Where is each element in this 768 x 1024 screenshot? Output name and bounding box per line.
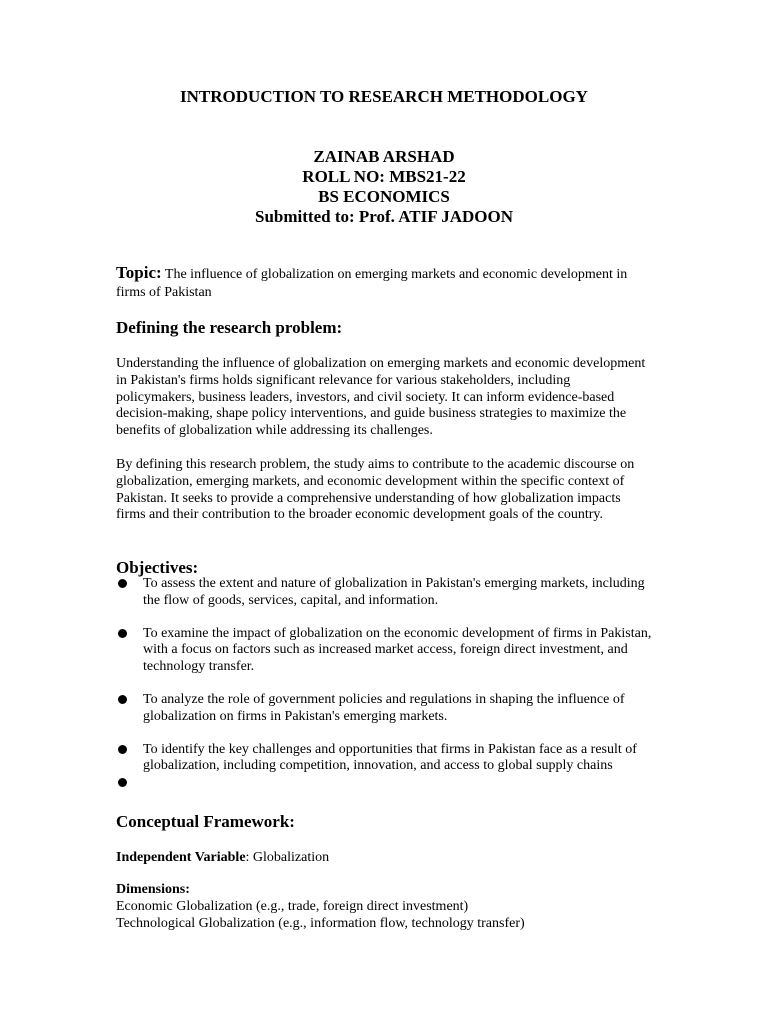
author-name: ZAINAB ARSHAD: [313, 147, 455, 166]
objective-text: To analyze the role of government policies and regulations in shaping the influence of globalization on firms in Pakistan's emerging markets.: [143, 691, 625, 724]
bullet-icon: [118, 778, 127, 787]
objective-text: To assess the extent and nature of globalization in Pakistan's emerging markets, including the flow of goods, services, capital, and information.: [143, 576, 645, 608]
roll-number: ROLL NO: MBS21-22: [302, 167, 466, 186]
program-name: BS ECONOMICS: [318, 187, 450, 206]
bullet-icon: [118, 695, 127, 704]
independent-variable-value: : Globalization: [245, 850, 330, 865]
bullet-icon: [118, 629, 127, 638]
list-item: [116, 576, 656, 610]
topic-text: The influence of globalization on emerging markets and economic development in firms of Pakistan: [116, 267, 628, 300]
research-problem-paragraph-1: Understanding the influence of globalization on emerging markets and economic development in Pakistan's firms holds significant relevance for various stakeholders, including policymakers, business leaders, investors, and civil society. It can inform evidence-based decision-making, shape policy interventions, and guide business strategies to maximize the benefits of globalization while addressing its challenges.: [116, 356, 646, 439]
document-title: INTRODUCTION TO RESEARCH METHODOLOGY: [180, 87, 588, 106]
dimension-item: Economic Globalization (e.g., trade, foreign direct investment): [116, 899, 469, 914]
list-item: [116, 775, 656, 787]
objectives-heading: Objectives:: [116, 558, 199, 577]
dimensions-label: Dimensions:: [116, 882, 190, 897]
topic-label: Topic:: [116, 263, 162, 282]
dimensions-label-line: [116, 881, 676, 898]
independent-variable-line: [116, 849, 676, 866]
list-item: [116, 692, 656, 726]
objective-text: To identify the key challenges and opportunities that firms in Pakistan face as a result of globalization, including competition, innovation, and access to global supply chains: [143, 741, 637, 774]
research-problem-heading: Defining the research problem:: [116, 318, 343, 337]
list-item: [116, 742, 656, 776]
author-block: [0, 147, 768, 227]
independent-variable-label: Independent Variable: [116, 850, 246, 865]
bullet-icon: [118, 745, 127, 754]
research-problem-paragraph-2: By defining this research problem, the study aims to contribute to the academic discourse on globalization, emerging markets, and economic development within the specific context of Pakistan. It seeks to provide a comprehensive understanding of how globalization impacts firms and their contribution to the broader economic development goals of the country.: [116, 457, 635, 523]
topic-paragraph: [116, 264, 636, 302]
objective-text: To examine the impact of globalization on the economic development of firms in Pakistan, with a focus on factors such as increased market access, foreign direct investment, and technology transfer.: [143, 625, 652, 675]
dimension-item: Technological Globalization (e.g., information flow, technology transfer): [116, 916, 525, 931]
submitted-to: Submitted to: Prof. ATIF JADOON: [255, 207, 513, 226]
conceptual-framework-heading: Conceptual Framework:: [116, 812, 295, 831]
bullet-icon: [118, 579, 127, 588]
list-item: [116, 626, 656, 676]
objectives-list: [116, 576, 656, 787]
